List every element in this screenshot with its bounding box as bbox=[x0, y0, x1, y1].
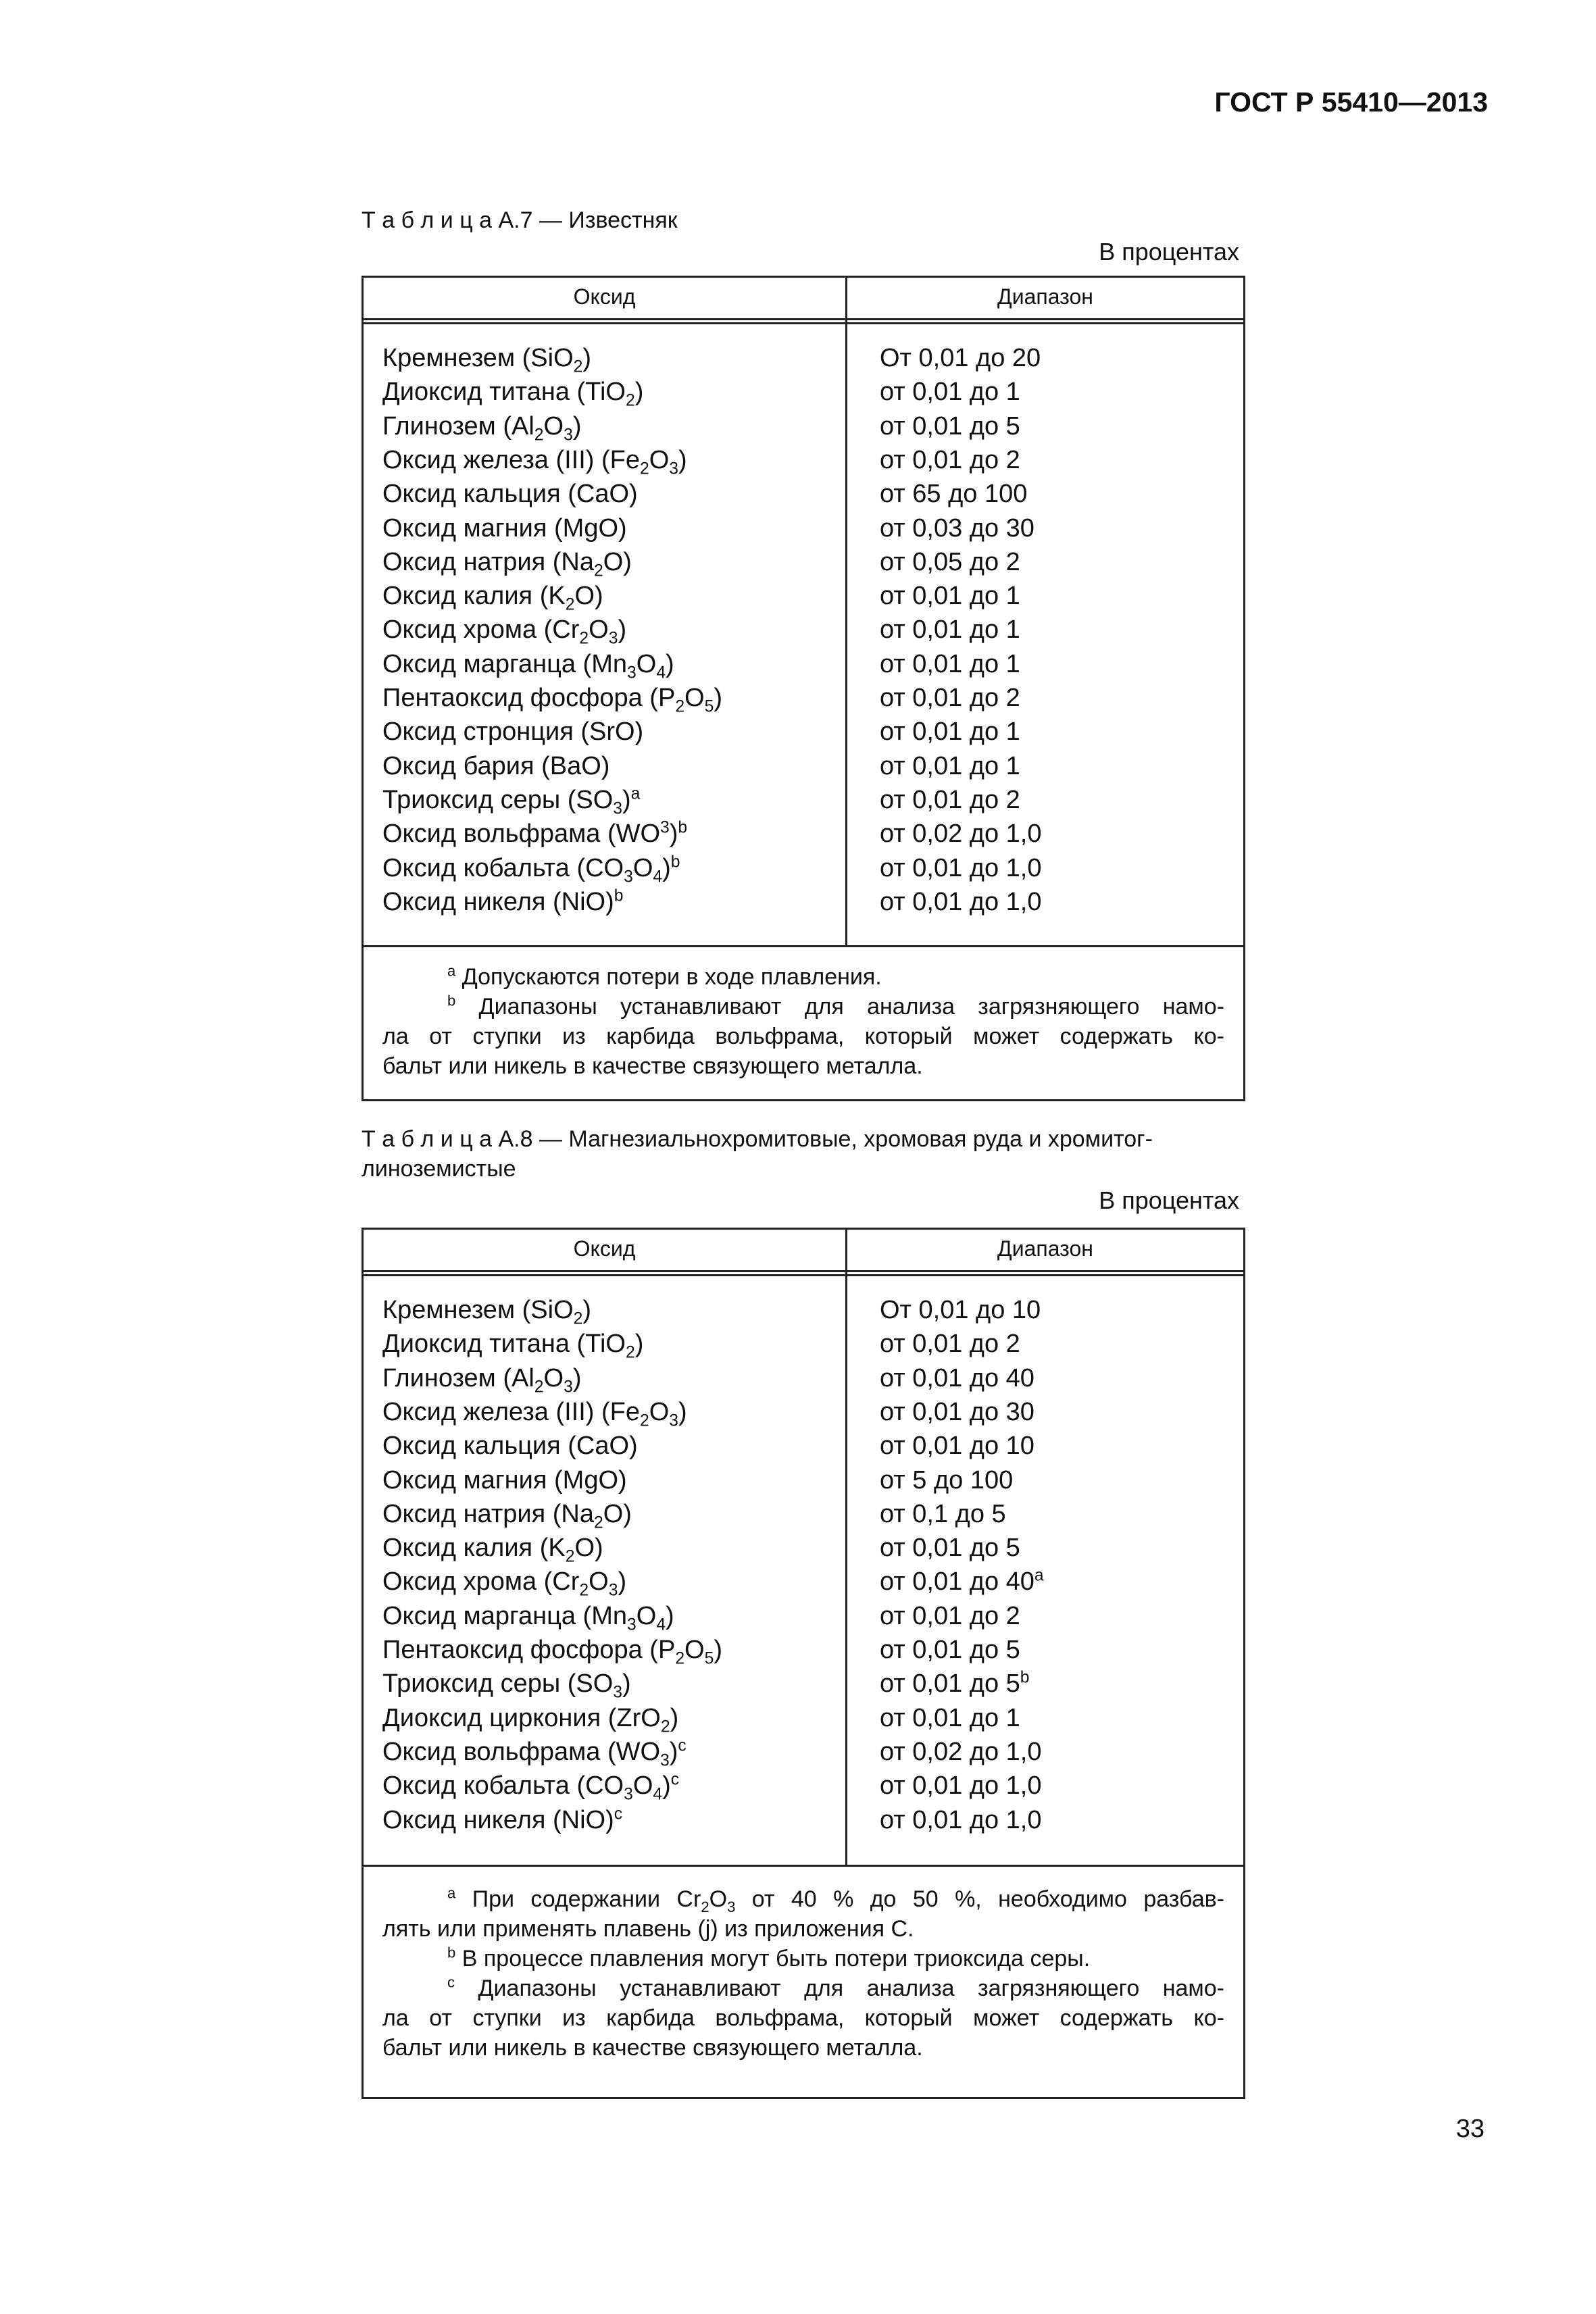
table-a8-col-range: Диапазон bbox=[997, 1236, 1093, 1261]
oxide-cell: Оксид бария (BaO) bbox=[382, 751, 610, 780]
oxide-cell: Оксид калия $(K_2O)$ bbox=[382, 582, 603, 614]
range-cell: от 0,01 до 1,0 bbox=[880, 1805, 1042, 1834]
oxide-cell: Оксид вольфрама $(WO_3)^c$ bbox=[382, 1736, 687, 1770]
range-cell: от 0,02 до 1,0 bbox=[880, 1737, 1042, 1766]
footnote-line: $^a$ Допускаются потери в ходе плавления. bbox=[447, 962, 882, 990]
range-cell: от 0,01 до 1 bbox=[880, 615, 1020, 645]
footnote-line: ла от ступки из карбида вольфрама, который может содержать ко- bbox=[382, 2005, 1224, 2031]
range-cell: от 0,01 до 40$^a$ bbox=[880, 1566, 1044, 1596]
table-a8 bbox=[361, 1228, 1245, 2099]
oxide-cell: Оксид марганца $(Mn_3O_4)$ bbox=[382, 1601, 674, 1634]
page-number: 33 bbox=[1455, 2115, 1485, 2143]
oxide-cell: Оксид магния (MgO) bbox=[382, 1465, 627, 1494]
range-cell: от 0,05 до 2 bbox=[880, 547, 1020, 576]
table-row bbox=[364, 786, 1243, 820]
table-a7 bbox=[361, 276, 1245, 1101]
table-row bbox=[364, 1500, 1243, 1534]
oxide-cell: Диоксид титана (TiO$_2$) bbox=[382, 378, 644, 410]
range-cell: от 0,01 до 2 bbox=[880, 1601, 1020, 1630]
table-row bbox=[364, 1398, 1243, 1432]
range-cell: от 0,01 до 1 bbox=[880, 1703, 1020, 1732]
table-a8-caption-line2: линоземистые bbox=[361, 1156, 516, 1182]
range-cell: от 0,01 до 1,0 bbox=[880, 1771, 1042, 1801]
table-row bbox=[364, 412, 1243, 446]
range-cell: от 0,01 до 2 bbox=[880, 785, 1020, 814]
range-cell: от 0,01 до 2 bbox=[880, 684, 1020, 712]
footnote-line: бальт или никель в качестве связующего металла. bbox=[382, 2035, 923, 2061]
range-cell: от 0,01 до 5 bbox=[880, 411, 1020, 441]
table-row bbox=[364, 1296, 1243, 1330]
oxide-cell: Триоксид серы $(SO_3)$ bbox=[382, 1669, 631, 1702]
table-row bbox=[364, 1432, 1243, 1465]
footnote-line: $^a$ При содержании $Cr_2O_3$ от 40 % до 50 %, необходимо разбав- bbox=[447, 1884, 1224, 1915]
range-cell: от 0,01 до 2 bbox=[880, 445, 1020, 474]
range-cell: от 5 до 100 bbox=[880, 1465, 1014, 1494]
table-row bbox=[364, 514, 1243, 548]
table-row bbox=[364, 650, 1243, 684]
range-cell: от 0,01 до 10 bbox=[880, 1432, 1034, 1461]
oxide-cell: Кремнезем (SiO$_2$) bbox=[382, 1296, 592, 1328]
oxide-cell: Оксид кальция (CaO) bbox=[382, 1432, 638, 1461]
range-cell: От 0,01 до 10 bbox=[880, 1296, 1041, 1324]
table-a7-col-oxide: Оксид bbox=[573, 284, 636, 309]
table-row bbox=[364, 1704, 1243, 1738]
oxide-cell: Оксид железа (III) $(Fe_2O_3)$ bbox=[382, 1397, 687, 1430]
range-cell: от 0,01 до 1 bbox=[880, 649, 1020, 678]
oxide-cell: Оксид кальция (CaO) bbox=[382, 480, 638, 509]
table-row bbox=[364, 820, 1243, 853]
range-cell: от 0,1 до 5 bbox=[880, 1499, 1006, 1528]
table-a8-col-oxide: Оксид bbox=[573, 1236, 636, 1261]
oxide-cell: Диоксид циркония (ZrO$_2$) bbox=[382, 1703, 679, 1736]
table-row bbox=[364, 1602, 1243, 1636]
table-row bbox=[364, 446, 1243, 480]
oxide-cell: Оксид кобальта $(CO_3O_4)^b$ bbox=[382, 852, 680, 886]
oxide-cell: Оксид натрия $(Na_2O)$ bbox=[382, 547, 632, 580]
range-cell: от 0,01 до 5 bbox=[880, 1534, 1020, 1563]
range-cell: от 0,01 до 1 bbox=[880, 751, 1020, 780]
oxide-cell: Оксид хрома $(Cr_2O_3)$ bbox=[382, 1567, 627, 1600]
oxide-cell: Оксид магния (MgO) bbox=[382, 513, 627, 543]
table-row bbox=[364, 615, 1243, 649]
table-a8-caption-line1: Т а б л и ц а А.8 — Магнезиальнохромитовые, хромовая руда и хромитог- bbox=[361, 1126, 1153, 1152]
table-row bbox=[364, 1738, 1243, 1771]
oxide-cell: Оксид никеля (NiO)$^b$ bbox=[382, 886, 624, 916]
table-row bbox=[364, 1636, 1243, 1669]
oxide-cell: Оксид вольфрама $(WO^3)^b$ bbox=[382, 818, 688, 849]
range-cell: от 65 до 100 bbox=[880, 480, 1028, 509]
oxide-cell: Глинозем $(Al_2O_3)$ bbox=[382, 1363, 582, 1397]
range-cell: От 0,01 до 20 bbox=[880, 344, 1041, 372]
table-row bbox=[364, 684, 1243, 718]
range-cell: от 0,01 до 5 bbox=[880, 1636, 1020, 1664]
table-row bbox=[364, 1567, 1243, 1601]
range-cell: от 0,01 до 1,0 bbox=[880, 887, 1042, 916]
range-cell: от 0,01 до 2 bbox=[880, 1330, 1020, 1359]
table-row bbox=[364, 752, 1243, 786]
oxide-cell: Пентаоксид фосфора $(P_2O_5)$ bbox=[382, 1636, 722, 1668]
oxide-cell: Оксид никеля (NiO)$^c$ bbox=[382, 1804, 623, 1834]
table-a7-caption: Т а б л и ц а А.7 — Известняк bbox=[361, 207, 678, 233]
oxide-cell: Триоксид серы $(SO_3)^a$ bbox=[382, 784, 641, 818]
table-row bbox=[364, 1806, 1243, 1840]
range-cell: от 0,01 до 1 bbox=[880, 718, 1020, 747]
document-id: ГОСТ Р 55410—2013 bbox=[1214, 86, 1488, 118]
range-cell: от 0,01 до 5$^b$ bbox=[880, 1668, 1030, 1699]
range-cell: от 0,03 до 30 bbox=[880, 513, 1034, 543]
range-cell: от 0,02 до 1,0 bbox=[880, 820, 1042, 849]
range-cell: от 0,01 до 1 bbox=[880, 582, 1020, 611]
table-row bbox=[364, 582, 1243, 615]
table-row bbox=[364, 1330, 1243, 1363]
oxide-cell: Оксид марганца $(Mn_3O_4)$ bbox=[382, 649, 674, 682]
oxide-cell: Оксид хрома $(Cr_2O_3)$ bbox=[382, 615, 627, 648]
footnote-line: $^b$ Диапазоны устанавливают для анализа загрязняющего намо- bbox=[447, 992, 1224, 1020]
table-row bbox=[364, 718, 1243, 751]
footnote-line: бальт или никель в качестве связующего металла. bbox=[382, 1053, 923, 1079]
oxide-cell: Оксид калия $(K_2O)$ bbox=[382, 1534, 603, 1566]
table-row bbox=[364, 1771, 1243, 1805]
table-a7-notes bbox=[364, 945, 1243, 1099]
table-row bbox=[364, 378, 1243, 411]
range-cell: от 0,01 до 1 bbox=[880, 378, 1020, 407]
table-row bbox=[364, 344, 1243, 378]
table-row bbox=[364, 888, 1243, 922]
table-a8-notes bbox=[364, 1865, 1243, 2097]
oxide-cell: Кремнезем (SiO$_2$) bbox=[382, 344, 592, 376]
oxide-cell: Диоксид титана (TiO$_2$) bbox=[382, 1330, 644, 1362]
oxide-cell: Глинозем $(Al_2O_3)$ bbox=[382, 411, 582, 445]
table-row bbox=[364, 1534, 1243, 1567]
table-row bbox=[364, 480, 1243, 513]
oxide-cell: Пентаоксид фосфора $(P_2O_5)$ bbox=[382, 684, 722, 716]
oxide-cell: Оксид железа (III) $(Fe_2O_3)$ bbox=[382, 445, 687, 478]
table-a8-units: В процентах bbox=[1099, 1186, 1239, 1214]
table-row bbox=[364, 1466, 1243, 1500]
oxide-cell: Оксид кобальта $(CO_3O_4)^c$ bbox=[382, 1770, 680, 1804]
table-row bbox=[364, 548, 1243, 582]
range-cell: от 0,01 до 1,0 bbox=[880, 853, 1042, 882]
table-row bbox=[364, 1669, 1243, 1703]
footnote-line: лять или применять плавень (j) из приложения С. bbox=[382, 1916, 914, 1942]
footnote-line: ла от ступки из карбида вольфрама, который может содержать ко- bbox=[382, 1024, 1224, 1049]
table-row bbox=[364, 1364, 1243, 1398]
footnote-line: $^b$ В процессе плавления могут быть потери триоксида серы. bbox=[447, 1944, 1091, 1971]
table-row bbox=[364, 854, 1243, 888]
oxide-cell: Оксид натрия $(Na_2O)$ bbox=[382, 1499, 632, 1532]
range-cell: от 0,01 до 30 bbox=[880, 1397, 1034, 1426]
range-cell: от 0,01 до 40 bbox=[880, 1363, 1034, 1392]
footnote-line: $^c$ Диапазоны устанавливают для анализа загрязняющего намо- bbox=[447, 1973, 1224, 2001]
oxide-cell: Оксид стронция (SrO) bbox=[382, 718, 644, 747]
table-a7-col-range: Диапазон bbox=[997, 284, 1093, 309]
table-a7-units: В процентах bbox=[1099, 238, 1239, 266]
